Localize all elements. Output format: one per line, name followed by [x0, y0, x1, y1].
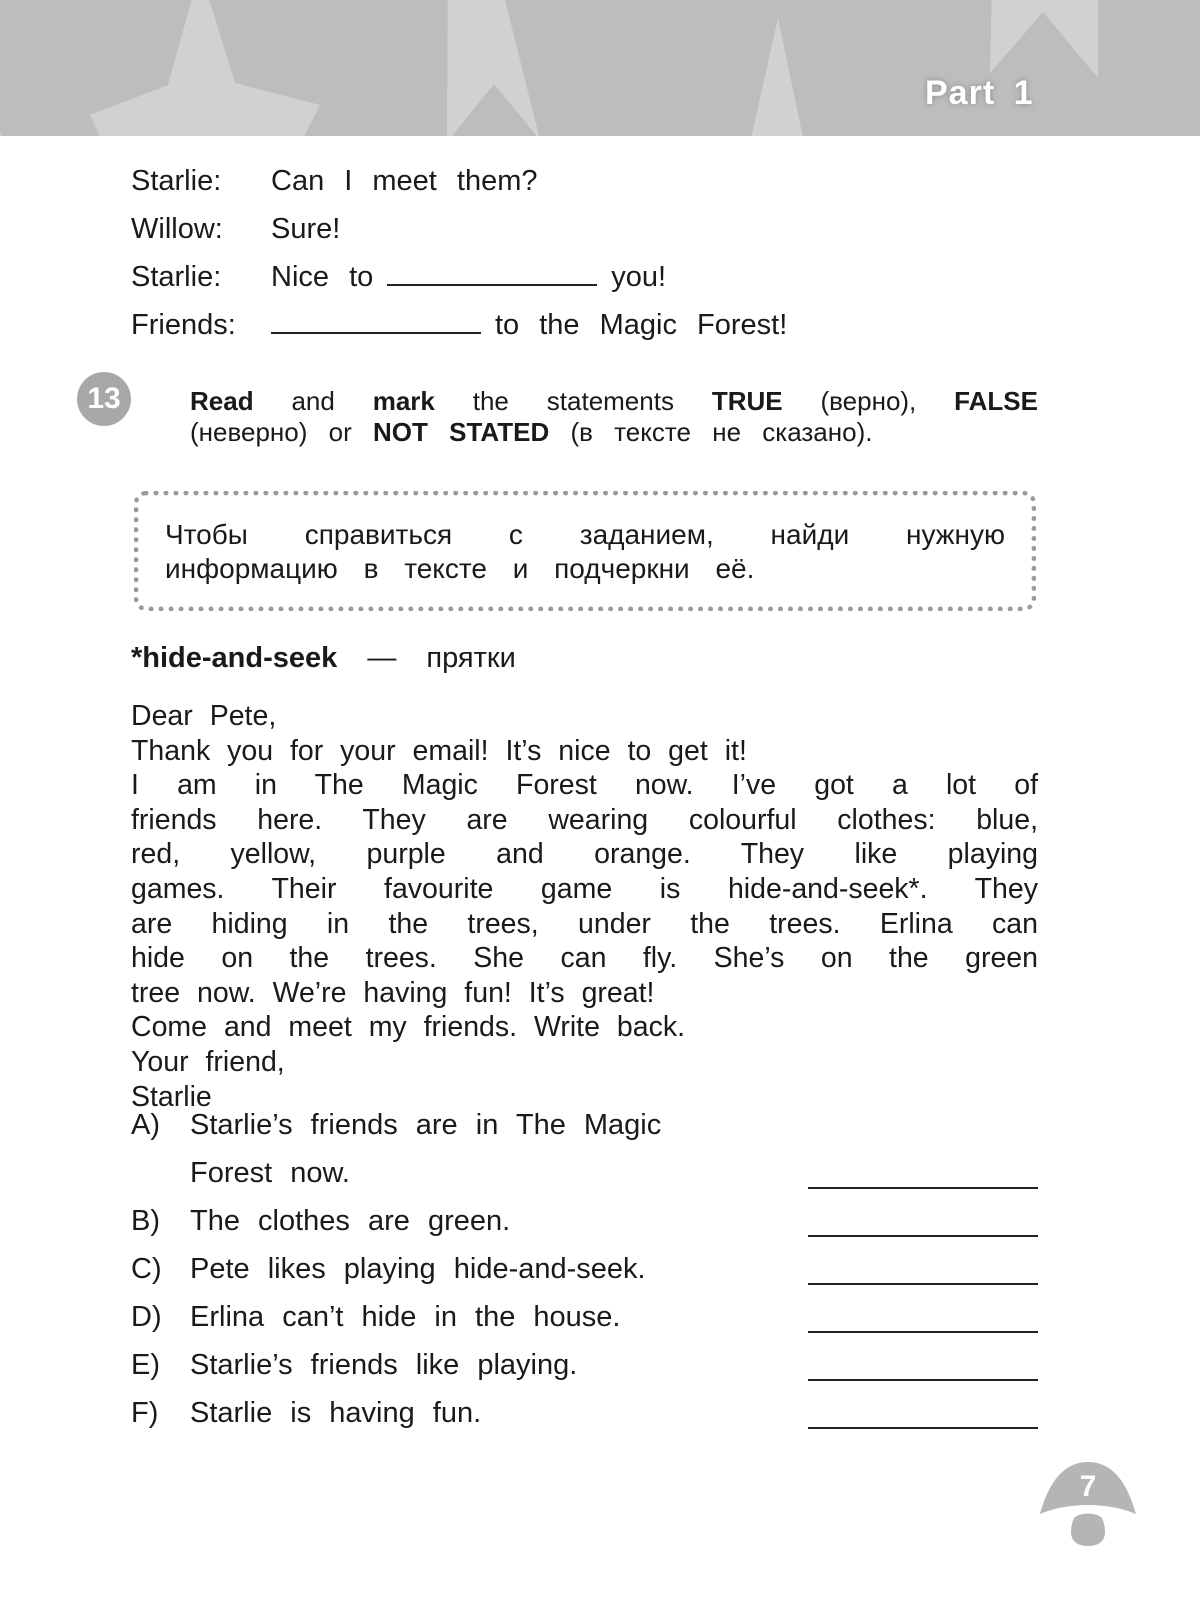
statement-letter: C) — [131, 1253, 162, 1285]
statement-letter: A) — [131, 1109, 160, 1141]
dialogue-text-after: to the Magic Forest! — [495, 309, 788, 341]
dialogue-text — [271, 309, 787, 342]
letter-line: Your friend, — [131, 1045, 285, 1078]
dialogue-text — [271, 261, 666, 294]
instruction-keyword: TRUE — [711, 386, 783, 416]
statement-row — [131, 1301, 1038, 1349]
mushroom-page-icon — [1038, 1458, 1138, 1548]
statement-row — [131, 1157, 1038, 1205]
instruction-text: statements — [546, 386, 674, 416]
statement-row — [131, 1205, 1038, 1253]
glossary-note — [131, 642, 516, 675]
instruction-text: (неверно) — [190, 417, 308, 447]
instruction-keyword: FALSE — [954, 386, 1038, 416]
glossary-dash: — — [367, 642, 397, 674]
statement-letter: D) — [131, 1301, 162, 1333]
dialogue-text — [271, 165, 538, 198]
dialogue-text-before: Can I meet them? — [271, 165, 538, 197]
instruction-keyword: NOT STATED — [373, 417, 550, 447]
letter-line: games. Their favourite game is hide-and-seek*. They — [131, 872, 1038, 905]
star-pattern-decoration — [0, 0, 1200, 136]
letter-line: Starlie — [131, 1080, 212, 1113]
speaker-name: Starlie: — [131, 261, 222, 293]
answer-blank[interactable] — [387, 283, 597, 286]
statement-letter: B) — [131, 1205, 160, 1237]
part-label: Part 1 — [925, 74, 1034, 112]
answer-blank[interactable] — [271, 331, 481, 334]
dialogue-text-after: you! — [611, 261, 667, 293]
speaker-name: Friends: — [131, 309, 236, 341]
statement-row — [131, 1253, 1038, 1301]
statement-text: The clothes are green. — [190, 1205, 511, 1237]
statement-row — [131, 1397, 1038, 1445]
instruction-text: and — [291, 386, 335, 416]
statement-row — [131, 1109, 1038, 1157]
statement-letter: E) — [131, 1349, 160, 1381]
exercise-number-badge: 13 — [77, 372, 131, 426]
speaker-name: Willow: — [131, 213, 223, 245]
answer-blank[interactable] — [808, 1235, 1038, 1237]
instruction-keyword: Read — [190, 386, 254, 416]
answer-blank[interactable] — [808, 1283, 1038, 1285]
tip-line: информацию в тексте и подчеркни её. — [165, 553, 755, 584]
letter-line: tree now. We’re having fun! It’s great! — [131, 976, 655, 1009]
glossary-term: *hide-and-seek — [131, 642, 338, 674]
letter-line: friends here. They are wearing colourful clothes: blue, — [131, 803, 1038, 836]
letter-line: Come and meet my friends. Write back. — [131, 1011, 685, 1044]
dialogue-text — [271, 213, 340, 246]
letter-line: are hiding in the trees, under the trees. Erlina can — [131, 907, 1038, 940]
letter-line: red, yellow, purple and orange. They like playing — [131, 838, 1038, 871]
page-number: 7 — [1079, 1470, 1097, 1503]
answer-blank[interactable] — [808, 1187, 1038, 1189]
answer-blank[interactable] — [808, 1331, 1038, 1333]
instruction-keyword: mark — [372, 386, 435, 416]
statement-text: Starlie is having fun. — [190, 1397, 482, 1429]
instruction-line — [190, 386, 1038, 417]
answer-blank[interactable] — [808, 1379, 1038, 1381]
instruction-text: the — [472, 386, 509, 416]
glossary-translation: прятки — [426, 642, 516, 674]
exercise-instruction — [190, 386, 1038, 448]
letter-line: hide on the trees. She can fly. She’s on the green — [131, 942, 1038, 975]
statement-text: Pete likes playing hide-and-seek. — [190, 1253, 646, 1285]
letter-line: I am in The Magic Forest now. I’ve got a lot of — [131, 769, 1038, 802]
letter-line: Thank you for your email! It’s nice to get it! — [131, 734, 747, 767]
statement-text: Starlie’s friends are in The Magic — [190, 1109, 662, 1141]
dialogue-text-before: Nice to — [271, 261, 374, 293]
letter-text — [131, 699, 1038, 1114]
speaker-name: Starlie: — [131, 165, 222, 197]
letter-line: Dear Pete, — [131, 700, 277, 732]
instruction-text: (верно), — [820, 386, 917, 416]
answer-blank[interactable] — [808, 1427, 1038, 1429]
instruction-line — [190, 417, 1038, 448]
statement-text: Starlie’s friends like playing. — [190, 1349, 578, 1381]
statement-text: Erlina can’t hide in the house. — [190, 1301, 621, 1333]
tip-line: Чтобы справиться с заданием, найди нужную — [165, 519, 1005, 550]
statement-letter: F) — [131, 1397, 159, 1429]
statement-text: Forest now. — [190, 1157, 350, 1189]
statement-row — [131, 1349, 1038, 1397]
instruction-text: (в тексте не сказано). — [570, 417, 873, 447]
instruction-text: or — [328, 417, 352, 447]
tip-box — [134, 491, 1036, 611]
dialogue-text-before: Sure! — [271, 213, 341, 245]
page-header — [0, 0, 1200, 136]
